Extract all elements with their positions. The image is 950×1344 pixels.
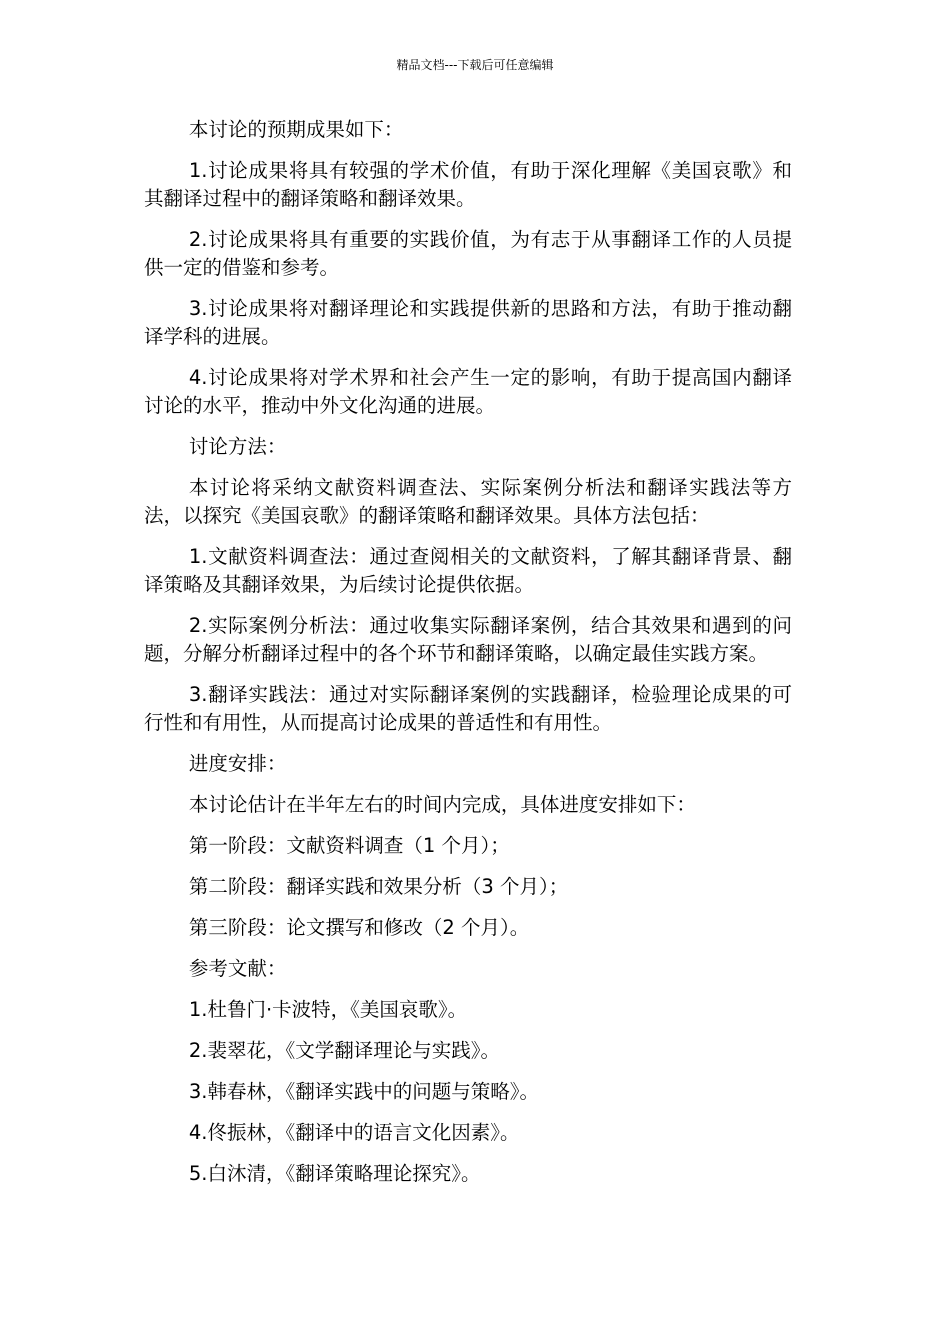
paragraph-method-1: 1.文献资料调查法：通过查阅相关的文献资料，了解其翻译背景、翻译策略及其翻译效果，为后续讨论提供依据。 xyxy=(144,545,792,596)
paragraph-result-2: 2.讨论成果将具有重要的实践价值，为有志于从事翻译工作的人员提供一定的借鉴和参考。 xyxy=(144,228,792,279)
paragraph-reference-1: 1.杜鲁门·卡波特，《美国哀歌》。 xyxy=(188,998,468,1021)
page-header: 精品文档---下载后可任意编辑 xyxy=(396,58,554,72)
paragraph-reference-4: 4.佟振林，《翻译中的语言文化因素》。 xyxy=(188,1121,520,1144)
paragraph-method-3: 3.翻译实践法：通过对实际翻译案例的实践翻译，检验理论成果的可行性和有用性，从而提高讨论成果的普适性和有用性。 xyxy=(144,683,792,734)
paragraph-method-2: 2.实际案例分析法：通过收集实际翻译案例，结合其效果和遇到的问题，分解分析翻译过程中的各个环节和翻译策略，以确定最佳实践方案。 xyxy=(144,614,792,665)
paragraph-methods-intro: 本讨论将采纳文献资料调查法、实际案例分析法和翻译实践法等方法，以探究《美国哀歌》的翻译策略和翻译效果。具体方法包括： xyxy=(144,476,792,527)
paragraph-schedule-intro: 本讨论估计在半年左右的时间内完成，具体进度安排如下： xyxy=(188,793,696,816)
paragraph-reference-5: 5.白沐清，《翻译策略理论探究》。 xyxy=(188,1162,481,1185)
paragraph-stage-2: 第二阶段：翻译实践和效果分析（3 个月）； xyxy=(188,875,569,898)
paragraph-reference-2: 2.裴翠花，《文学翻译理论与实践》。 xyxy=(188,1039,500,1062)
paragraph-methods-heading: 讨论方法： xyxy=(188,435,287,458)
paragraph-schedule-heading: 进度安排： xyxy=(188,752,287,775)
paragraph-result-1: 1.讨论成果将具有较强的学术价值，有助于深化理解《美国哀歌》和其翻译过程中的翻译策略和翻译效果。 xyxy=(144,159,792,210)
paragraph-expected-results-heading: 本讨论的预期成果如下： xyxy=(188,118,404,141)
paragraph-result-4: 4.讨论成果将对学术界和社会产生一定的影响，有助于提高国内翻译讨论的水平，推动中外文化沟通的进展。 xyxy=(144,366,792,417)
paragraph-stage-3: 第三阶段：论文撰写和修改（2 个月）。 xyxy=(188,916,530,939)
paragraph-result-3: 3.讨论成果将对翻译理论和实践提供新的思路和方法，有助于推动翻译学科的进展。 xyxy=(144,297,792,348)
paragraph-references-heading: 参考文献： xyxy=(188,957,287,980)
paragraph-stage-1: 第一阶段：文献资料调查（1 个月）； xyxy=(188,834,510,857)
document-body xyxy=(144,116,792,1201)
paragraph-reference-3: 3.韩春林，《翻译实践中的问题与策略》。 xyxy=(188,1080,539,1103)
